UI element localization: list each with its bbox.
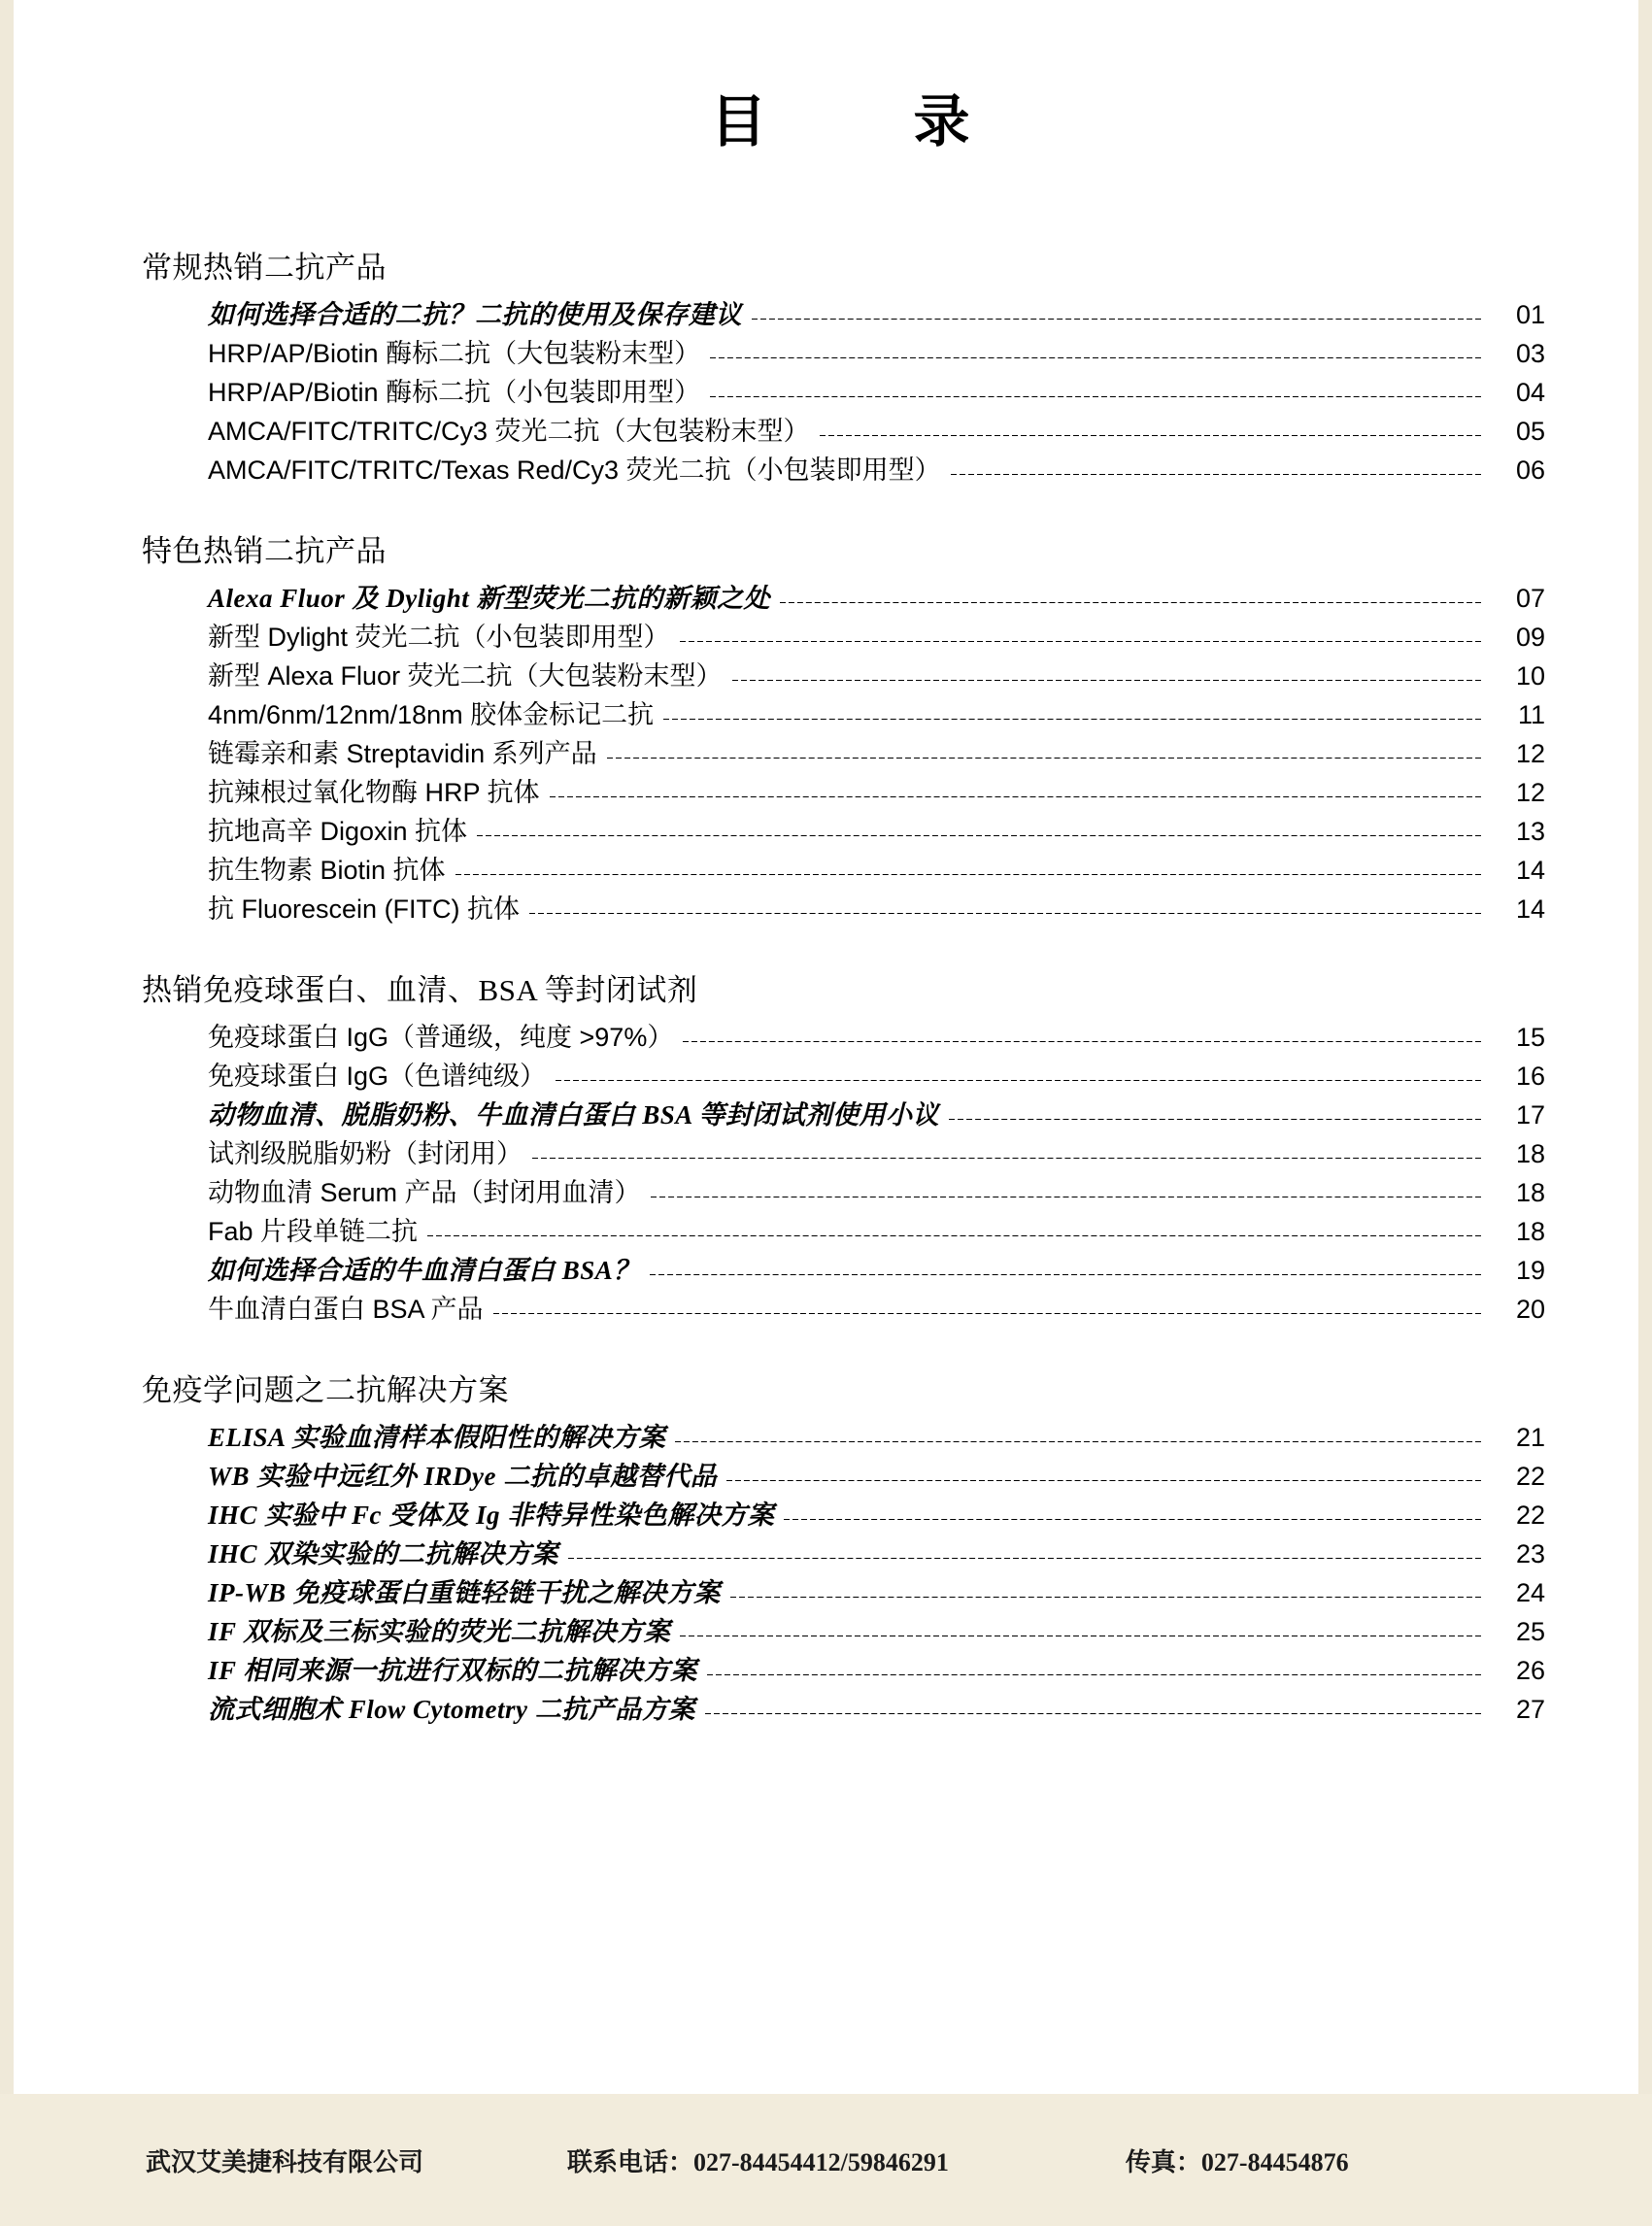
toc-leader-dots: [663, 719, 1481, 720]
toc-entry-list: [142, 1025, 1545, 1323]
toc-entry-page: 18: [1515, 1139, 1545, 1168]
page-sheet: [14, 0, 1638, 2094]
toc-section: [142, 526, 1545, 923]
toc-entry-page: 21: [1515, 1423, 1545, 1452]
toc-entry[interactable]: [208, 780, 1545, 806]
toc-entry[interactable]: [208, 341, 1545, 367]
toc-entry-label: HRP/AP/Biotin 酶标二抗（小包装即用型）: [208, 378, 701, 407]
toc-entry-page: 12: [1515, 778, 1545, 807]
toc-leader-dots: [820, 435, 1482, 436]
toc-leader-dots: [710, 357, 1481, 358]
toc-entry-page: 22: [1515, 1501, 1545, 1530]
toc-entry[interactable]: [208, 1102, 1545, 1129]
toc-entry-page: 23: [1515, 1539, 1545, 1568]
toc-leader-dots: [532, 1158, 1481, 1159]
toc-entry-label: 新型 Alexa Fluor 荧光二抗（大包装粉末型）: [208, 661, 723, 691]
toc-leader-dots: [726, 1480, 1481, 1481]
toc-leader-dots: [705, 1713, 1481, 1714]
toc-entry-page: 16: [1515, 1062, 1545, 1091]
page-edge-right: [1638, 0, 1652, 2226]
toc-entry[interactable]: [208, 1258, 1545, 1284]
footer-fax: 传真：027-84454876: [1125, 2147, 1349, 2176]
page-title: [14, 76, 1638, 157]
toc-entry-page: 12: [1515, 739, 1545, 768]
toc-entry-label: 如何选择合适的牛血清白蛋白 BSA？: [208, 1256, 640, 1285]
toc-leader-dots: [680, 641, 1481, 642]
toc-entry-label: 免疫球蛋白 IgG（普通级，纯度 >97%）: [208, 1023, 674, 1052]
toc-entry-page: 18: [1515, 1178, 1545, 1207]
toc-leader-dots: [780, 602, 1481, 603]
page-footer: [0, 2094, 1652, 2226]
toc-entry-label: AMCA/FITC/TRITC/Texas Red/Cy3 荧光二抗（小包装即用型）: [208, 455, 941, 485]
toc-entry-page: 22: [1515, 1462, 1545, 1491]
toc-section-heading: 免疫学问题之二抗解决方案: [142, 1373, 509, 1407]
toc-entry-label: 免疫球蛋白 IgG（色谱纯级）: [208, 1062, 547, 1091]
toc-entry-page: 26: [1515, 1656, 1545, 1685]
toc-entry-page: 11: [1517, 700, 1545, 729]
toc-section-heading: 热销免疫球蛋白、血清、BSA 等封闭试剂: [142, 973, 698, 1007]
footer-content: [0, 2142, 1652, 2178]
toc-entry-page: 10: [1515, 661, 1545, 691]
toc-entry-page: 24: [1515, 1578, 1545, 1607]
toc-leader-dots: [730, 1597, 1481, 1598]
toc-entry-label: ELISA 实验血清样本假阳性的解决方案: [208, 1423, 666, 1452]
toc-entry-label: Fab 片段单链二抗: [208, 1217, 419, 1246]
toc-entry-page: 27: [1515, 1695, 1545, 1724]
footer-company-name: 武汉艾美捷科技有限公司: [146, 2147, 424, 2176]
page-edge-left: [0, 0, 14, 2226]
toc-entry-label: 新型 Dylight 荧光二抗（小包装即用型）: [208, 623, 670, 652]
toc-entry-list: [142, 586, 1545, 923]
toc-entry-page: 14: [1515, 894, 1545, 924]
toc-entry[interactable]: [208, 302, 1545, 328]
toc-leader-dots: [427, 1235, 1481, 1236]
toc-leader-dots: [732, 680, 1481, 681]
toc-leader-dots: [556, 1080, 1481, 1081]
toc-entry-page: 20: [1515, 1295, 1545, 1324]
toc-entry[interactable]: [208, 663, 1545, 690]
toc-entry-label: Alexa Fluor 及 Dylight 新型荧光二抗的新颖之处: [208, 584, 771, 613]
toc-entry-page: 01: [1515, 300, 1545, 329]
toc-entry[interactable]: [208, 741, 1545, 767]
toc-entry-page: 09: [1515, 623, 1545, 652]
toc-entry-label: WB 实验中远红外 IRDye 二抗的卓越替代品: [208, 1462, 718, 1491]
toc-leader-dots: [455, 874, 1481, 875]
toc-section-heading: 特色热销二抗产品: [142, 534, 387, 568]
toc-entry-page: 05: [1515, 417, 1545, 446]
toc-entry[interactable]: [208, 1541, 1545, 1568]
toc-leader-dots: [568, 1558, 1481, 1559]
toc-entry[interactable]: [208, 624, 1545, 651]
toc-entry-label: 流式细胞术 Flow Cytometry 二抗产品方案: [208, 1695, 695, 1724]
toc-entry-label: 抗 Fluorescein (FITC) 抗体: [208, 894, 521, 924]
toc-entry[interactable]: [208, 1297, 1545, 1323]
toc-entry[interactable]: [208, 1219, 1545, 1245]
footer-phone: 联系电话：027-84454412/59846291: [567, 2147, 949, 2176]
toc-entry-page: 07: [1515, 584, 1545, 613]
toc-entry-label: IF 相同来源一抗进行双标的二抗解决方案: [208, 1656, 697, 1685]
toc-entry[interactable]: [208, 896, 1545, 923]
toc-entry-label: IP-WB 免疫球蛋白重链轻链干扰之解决方案: [208, 1578, 721, 1607]
toc-leader-dots: [784, 1519, 1481, 1520]
toc-entry[interactable]: [208, 1619, 1545, 1645]
toc-entry-label: HRP/AP/Biotin 酶标二抗（大包装粉末型）: [208, 339, 701, 368]
toc-entry[interactable]: [208, 702, 1545, 728]
toc-leader-dots: [707, 1674, 1481, 1675]
toc-entry-label: 动物血清 Serum 产品（封闭用血清）: [208, 1178, 641, 1207]
toc-entry-label: 如何选择合适的二抗？二抗的使用及保存建议: [208, 300, 742, 329]
toc-entry-page: 15: [1515, 1023, 1545, 1052]
toc-entry-page: 25: [1515, 1617, 1545, 1646]
toc-entry-list: [142, 1425, 1545, 1723]
toc-entry-page: 19: [1515, 1256, 1545, 1285]
toc-leader-dots: [951, 474, 1481, 475]
toc-entry[interactable]: [208, 1658, 1545, 1684]
page-title-char-1: 目: [710, 90, 768, 153]
toc-section: [142, 1366, 1545, 1723]
toc-entry[interactable]: [208, 1580, 1545, 1606]
toc-section: [142, 243, 1545, 484]
toc-leader-dots: [710, 396, 1481, 397]
toc-entry[interactable]: [208, 586, 1545, 612]
toc-section-heading: 常规热销二抗产品: [142, 251, 387, 285]
toc-entry[interactable]: [208, 1464, 1545, 1490]
toc-entry[interactable]: [208, 1180, 1545, 1206]
toc-entry[interactable]: [208, 819, 1545, 845]
toc-entry-page: 18: [1515, 1217, 1545, 1246]
toc-section: [142, 965, 1545, 1323]
toc-leader-dots: [477, 835, 1481, 836]
toc-entry-page: 14: [1515, 856, 1545, 885]
toc-entry[interactable]: [208, 1425, 1545, 1451]
toc-entry-label: IF 双标及三标实验的荧光二抗解决方案: [208, 1617, 671, 1646]
toc-entry-label: 4nm/6nm/12nm/18nm 胶体金标记二抗: [208, 700, 655, 729]
toc-leader-dots: [550, 796, 1481, 797]
toc-entry-page: 03: [1515, 339, 1545, 368]
toc-entry[interactable]: [208, 419, 1545, 445]
toc-entry-label: 抗地高辛 Digoxin 抗体: [208, 817, 468, 846]
toc-leader-dots: [493, 1313, 1481, 1314]
toc-entry-label: 牛血清白蛋白 BSA 产品: [208, 1295, 484, 1324]
toc-entry-label: 链霉亲和素 Streptavidin 系列产品: [208, 739, 597, 768]
toc-entry-page: 17: [1515, 1100, 1545, 1130]
toc-entry[interactable]: [208, 858, 1545, 884]
toc-entry[interactable]: [208, 1063, 1545, 1090]
toc-entry-label: 抗生物素 Biotin 抗体: [208, 856, 446, 885]
toc-entry-page: 04: [1515, 378, 1545, 407]
toc-leader-dots: [529, 913, 1481, 914]
toc-leader-dots: [752, 319, 1481, 320]
toc-entry[interactable]: [208, 1141, 1545, 1167]
page-title-char-2: 录: [913, 90, 971, 153]
toc-entry-label: 动物血清、脱脂奶粉、牛血清白蛋白 BSA 等封闭试剂使用小议: [208, 1100, 940, 1130]
toc-entry-list: [142, 302, 1545, 484]
toc-entry-label: 试剂级脱脂奶粉（封闭用）: [208, 1139, 523, 1168]
toc-leader-dots: [675, 1441, 1481, 1442]
toc-leader-dots: [607, 758, 1481, 759]
toc-leader-dots: [650, 1274, 1481, 1275]
toc-leader-dots: [683, 1041, 1481, 1042]
table-of-contents: [14, 243, 1638, 1723]
toc-entry-page: 13: [1515, 817, 1545, 846]
toc-entry[interactable]: [208, 380, 1545, 406]
toc-entry-page: 06: [1515, 455, 1545, 485]
toc-entry-label: AMCA/FITC/TRITC/Cy3 荧光二抗（大包装粉末型）: [208, 417, 810, 446]
toc-entry[interactable]: [208, 1025, 1545, 1051]
toc-entry-label: 抗辣根过氧化物酶 HRP 抗体: [208, 778, 540, 807]
toc-entry[interactable]: [208, 1697, 1545, 1723]
toc-entry-label: IHC 双染实验的二抗解决方案: [208, 1539, 558, 1568]
toc-entry-label: IHC 实验中 Fc 受体及 Ig 非特异性染色解决方案: [208, 1501, 775, 1530]
toc-entry[interactable]: [208, 1502, 1545, 1529]
toc-entry[interactable]: [208, 457, 1545, 484]
toc-leader-dots: [949, 1119, 1481, 1120]
